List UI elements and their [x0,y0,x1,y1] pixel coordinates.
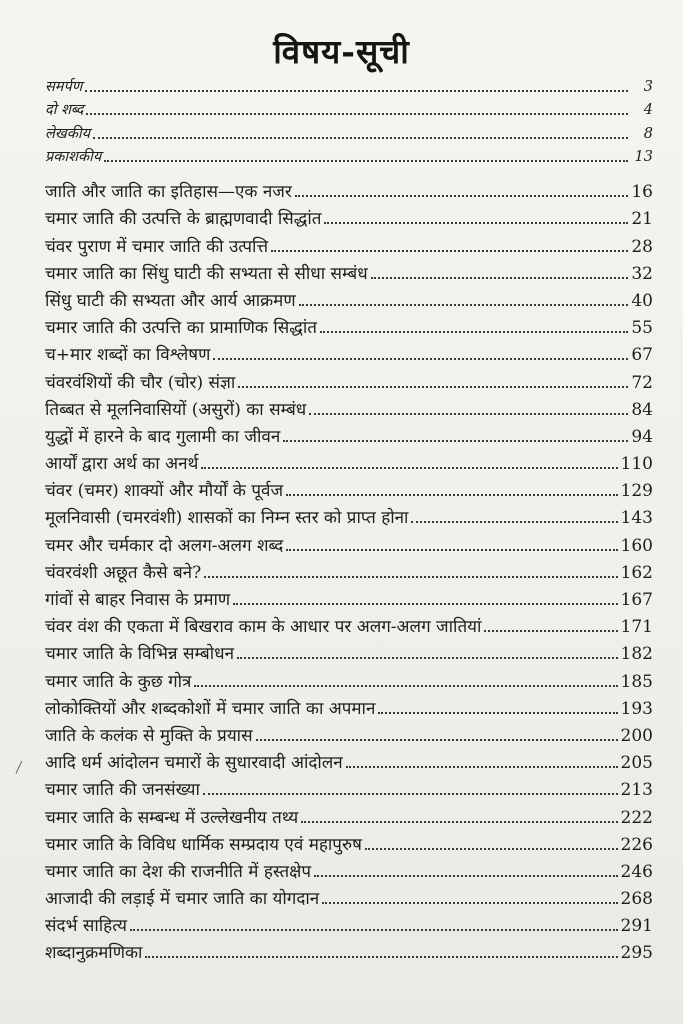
entry-label: चंवर (चमर) शाक्यों और मौर्यों के पूर्वज [45,481,284,502]
chapter-entry [45,910,653,937]
entry-page-number: 21 [631,209,653,230]
dot-leader [484,624,617,632]
entry-label: समर्पण [45,78,83,95]
chapter-entry [45,638,653,665]
entry-page-number: 3 [643,78,653,95]
entry-page-number: 295 [620,943,653,964]
chapter-entry [45,394,653,421]
dot-leader [237,651,618,659]
dot-leader [286,543,617,551]
entry-label: चंवरवंशियों की चौर (चोर) संज्ञा [45,372,236,393]
entry-page-number: 182 [620,644,653,665]
entry-label: मूलनिवासी (चमरवंशी) शासकों का निम्न स्तर को प्राप्त होना [45,508,409,529]
chapter-entry [45,720,653,747]
dot-leader [194,679,617,687]
front-matter-entry [45,145,653,169]
entry-page-number: 162 [620,562,653,583]
entry-label: च+मार शब्दों का विश्लेषण [45,345,211,366]
dot-leader [85,84,628,92]
entry-label: चंवर पुराण में चमार जाति की उत्पत्ति [45,236,269,257]
chapter-entry [45,475,653,502]
dot-leader [203,787,618,795]
dot-leader [238,380,628,388]
entry-page-number: 84 [631,399,653,420]
chapter-entry [45,829,653,856]
entry-page-number: 222 [620,807,653,828]
front-matter-entry [45,74,653,98]
dot-leader [346,760,618,768]
entry-label: सिंधु घाटी की सभ्यता और आर्य आक्रमण [45,290,296,311]
dot-leader [365,842,618,850]
entry-page-number: 55 [631,318,653,339]
chapter-entry [45,203,653,230]
entry-label: आर्यों द्वारा अर्थ का अनर्थ [45,454,199,475]
entry-label: संदर्भ साहित्य [45,916,127,937]
chapter-entry [45,693,653,720]
entry-page-number: 291 [620,916,653,937]
chapter-entry [45,665,653,692]
entry-page-number: 129 [620,481,653,502]
table-of-contents [45,74,653,964]
entry-page-number: 167 [620,590,653,610]
dot-leader [204,570,617,578]
chapter-entry [45,801,653,828]
entry-page-number: 143 [620,508,653,529]
chapter-entry [45,937,653,964]
entry-label: तिब्बत से मूलनिवासियों (असुरों) का सम्बंध [45,399,307,420]
entry-page-number: 94 [631,426,653,447]
pencil-mark [15,761,29,777]
dot-leader [283,434,628,442]
chapter-entry [45,774,653,801]
dot-leader [378,706,617,714]
entry-label: चमार जाति की उत्पत्ति के ब्राह्मणवादी सिद्धांत [45,209,322,230]
page-title: विषय-सूची [273,32,410,71]
chapter-entry [45,611,653,638]
dot-leader [233,597,617,605]
entry-label: चमार जाति का देश की राजनीति में हस्तक्षेप [45,861,312,882]
chapter-entry [45,557,653,584]
chapter-entry [45,366,653,393]
entry-page-number: 205 [620,753,653,774]
entry-label: जाति के कलंक से मुक्ति के प्रयास [45,725,253,746]
entry-page-number: 268 [620,889,653,910]
entry-label: चमार जाति के सम्बन्ध में उल्लेखनीय तथ्य [45,807,299,828]
dot-leader [104,154,628,162]
entry-label: चमर और चर्मकार दो अलग-अलग शब्द [45,535,284,556]
entry-page-number: 67 [631,345,653,366]
dot-leader [86,107,628,115]
dot-leader [324,216,628,224]
chapter-entry [45,312,653,339]
dot-leader [93,131,628,139]
dot-leader [256,733,618,741]
chapter-entry [45,421,653,448]
entry-page-number: 32 [631,263,653,284]
entry-label: लोकोक्तियों और शब्दकोशों में चमार जाति का अपमान [45,698,376,719]
entry-page-number: 4 [643,102,653,118]
entry-label: गांवों से बाहर निवास के प्रमाण [45,590,231,610]
dot-leader [271,244,628,252]
entry-label: चमार जाति की उत्पत्ति का प्रामाणिक सिद्धांत [45,318,317,339]
chapter-entry [45,285,653,312]
chapter-entry [45,176,653,203]
chapter-entry [45,502,653,529]
dot-leader [301,815,617,823]
entry-label: आजादी की लड़ाई में चमार जाति का योगदान [45,889,320,910]
dot-leader [411,515,617,523]
dot-leader [299,298,628,306]
entry-page-number: 16 [631,182,653,203]
front-matter-entry [45,121,653,145]
entry-page-number: 160 [620,535,653,556]
chapter-entry [45,747,653,774]
entry-label: चंवरवंशी अछूत कैसे बने? [45,562,202,583]
entry-page-number: 110 [620,454,653,475]
entry-page-number: 185 [620,671,653,692]
entry-label: लेखकीय [45,125,90,142]
entry-label: दो शब्द [45,102,84,118]
front-matter-entry [45,98,653,122]
entry-label: चमार जाति के विभिन्न सम्बोधन [45,644,235,665]
entry-label: चमार जाति का सिंधु घाटी की सभ्यता से सीधा सम्बंध [45,263,368,284]
chapter-entry [45,529,653,556]
entry-page-number: 200 [620,725,653,746]
dot-leader [322,896,617,904]
chapter-entry [45,258,653,285]
chapter-entry [45,448,653,475]
entry-page-number: 72 [631,372,653,393]
entry-label: शब्दानुक्रमणिका [45,943,143,964]
entry-page-number: 8 [643,125,653,142]
entry-page-number: 193 [620,698,653,719]
dot-leader [314,869,618,877]
dot-leader [371,271,628,279]
chapter-entry [45,856,653,883]
entry-label: आदि धर्म आंदोलन चमारों के सुधारवादी आंदोलन [45,753,343,774]
dot-leader [201,461,617,469]
entry-page-number: 171 [620,617,653,638]
chapter-entry [45,883,653,910]
dot-leader [295,189,628,197]
dot-leader [320,325,628,333]
entry-page-number: 40 [631,290,653,311]
entry-page-number: 246 [620,861,653,882]
entry-page-number: 28 [631,236,653,257]
dot-leader [145,950,617,958]
entry-page-number: 13 [634,149,653,165]
dot-leader [286,488,617,496]
dot-leader [213,352,628,360]
entry-label: चंवर वंश की एकता में बिखराव काम के आधार पर अलग-अलग जातियां [45,617,482,638]
entry-page-number: 213 [620,780,653,801]
entry-label: युद्धों में हारने के बाद गुलामी का जीवन [45,426,281,447]
chapter-entry [45,339,653,366]
entry-page-number: 226 [620,834,653,855]
entry-label: जाति और जाति का इतिहास—एक नजर [45,182,292,203]
chapter-entry [45,584,653,611]
dot-leader [130,923,618,931]
chapter-entry [45,230,653,257]
entry-label: प्रकाशकीय [45,149,102,165]
entry-label: चमार जाति की जनसंख्या [45,780,200,801]
entry-label: चमार जाति के विविध धार्मिक सम्प्रदाय एवं महापुरुष [45,834,362,855]
entry-label: चमार जाति के कुछ गोत्र [45,671,192,692]
dot-leader [309,407,628,415]
